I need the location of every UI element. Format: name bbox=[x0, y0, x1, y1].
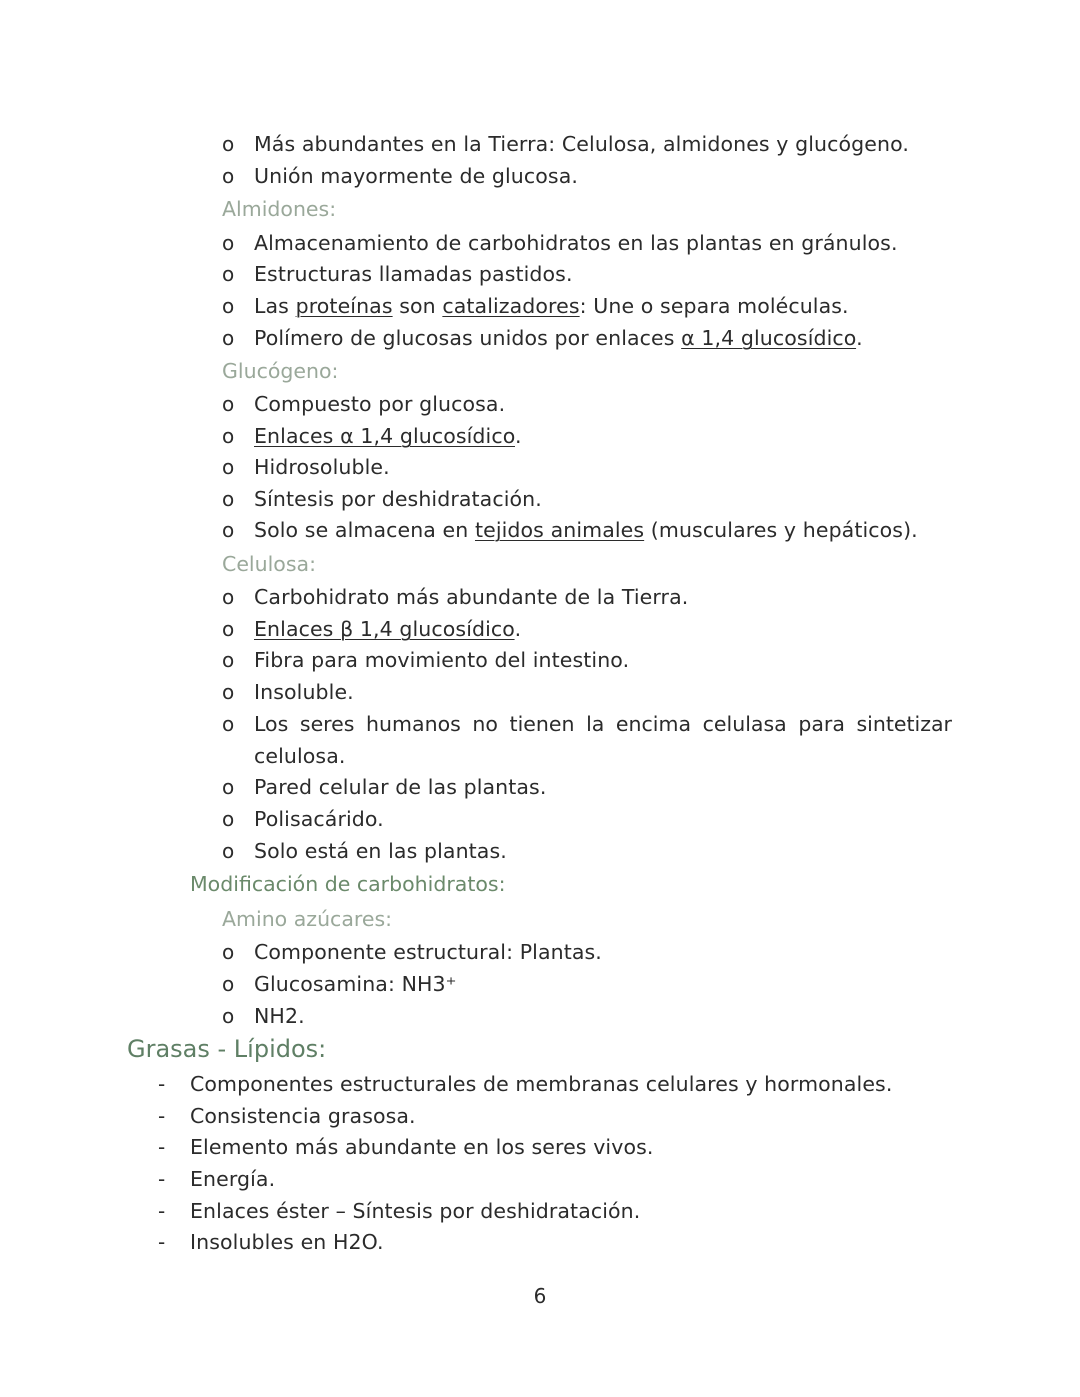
list-item: Estructuras llamadas pastidos. bbox=[254, 262, 573, 286]
subsection-heading-almidones: Almidones: bbox=[222, 197, 337, 221]
subsection-heading-celulosa: Celulosa: bbox=[222, 552, 317, 576]
bullet-marker: o bbox=[222, 164, 235, 188]
list-item: Insoluble. bbox=[254, 680, 354, 704]
list-item bbox=[254, 322, 863, 354]
dash-marker: - bbox=[158, 1072, 166, 1096]
text-run: . bbox=[514, 424, 522, 448]
text-run: Polímero de glucosas unidos por enlaces bbox=[254, 326, 682, 350]
bullet-marker: o bbox=[222, 231, 235, 255]
bullet-marker: o bbox=[222, 455, 235, 479]
bullet-marker: o bbox=[222, 680, 235, 704]
list-item bbox=[254, 420, 522, 452]
text-run: (musculares y hepáticos). bbox=[644, 518, 918, 542]
bullet-marker: o bbox=[222, 392, 235, 416]
bullet-marker: o bbox=[222, 518, 235, 542]
bullet-marker: o bbox=[222, 585, 235, 609]
section-heading-modificacion: Modificación de carbohidratos: bbox=[190, 872, 506, 896]
dash-marker: - bbox=[158, 1104, 166, 1128]
text-run: . bbox=[856, 326, 863, 350]
bullet-marker: o bbox=[222, 424, 235, 448]
list-item: Compuesto por glucosa. bbox=[254, 392, 506, 416]
list-item: Elemento más abundante en los seres vivos. bbox=[190, 1135, 654, 1159]
list-item: Unión mayormente de glucosa. bbox=[254, 164, 578, 188]
bullet-marker: o bbox=[222, 648, 235, 672]
underlined-term: Enlaces α 1,4 glucosídico bbox=[254, 424, 515, 448]
bullet-marker: o bbox=[222, 775, 235, 799]
bullet-marker: o bbox=[222, 1004, 235, 1028]
list-item: Enlaces éster – Síntesis por deshidratación. bbox=[190, 1199, 641, 1223]
text-run: son bbox=[392, 294, 443, 318]
list-item: Carbohidrato más abundante de la Tierra. bbox=[254, 585, 689, 609]
dash-marker: - bbox=[158, 1167, 166, 1191]
text-run: Las bbox=[254, 294, 296, 318]
bullet-marker: o bbox=[222, 294, 235, 318]
bullet-marker: o bbox=[222, 326, 235, 350]
list-item-continuation: celulosa. bbox=[254, 744, 346, 768]
list-item: Los seres humanos no tienen la encima celulasa para sintetizar bbox=[254, 712, 952, 736]
list-item: NH2. bbox=[254, 1004, 305, 1028]
bullet-marker: o bbox=[222, 839, 235, 863]
text-run: Solo se almacena en bbox=[254, 518, 475, 542]
list-item bbox=[254, 613, 521, 645]
list-item: Consistencia grasosa. bbox=[190, 1104, 416, 1128]
list-item: Solo está en las plantas. bbox=[254, 839, 507, 863]
list-item: Pared celular de las plantas. bbox=[254, 775, 547, 799]
list-item: Fibra para movimiento del intestino. bbox=[254, 648, 630, 672]
list-item: Más abundantes en la Tierra: Celulosa, almidones y glucógeno. bbox=[254, 132, 909, 156]
list-item: Hidrosoluble. bbox=[254, 455, 390, 479]
subsection-heading-amino-azucares: Amino azúcares: bbox=[222, 907, 393, 931]
underlined-term: tejidos animales bbox=[474, 518, 645, 542]
dash-marker: - bbox=[158, 1230, 166, 1254]
dash-marker: - bbox=[158, 1135, 166, 1159]
bullet-marker: o bbox=[222, 972, 235, 996]
list-item: Polisacárido. bbox=[254, 807, 384, 831]
dash-marker: - bbox=[158, 1199, 166, 1223]
list-item bbox=[254, 514, 918, 546]
list-item: Síntesis por deshidratación. bbox=[254, 487, 542, 511]
bullet-marker: o bbox=[222, 712, 235, 736]
list-item: Componente estructural: Plantas. bbox=[254, 940, 602, 964]
section-heading-grasas-lipidos: Grasas - Lípidos: bbox=[127, 1035, 327, 1063]
bullet-marker: o bbox=[222, 132, 235, 156]
bullet-marker: o bbox=[222, 487, 235, 511]
bullet-marker: o bbox=[222, 807, 235, 831]
list-item: Almacenamiento de carbohidratos en las plantas en gránulos. bbox=[254, 231, 898, 255]
underlined-term: Enlaces β 1,4 glucosídico bbox=[254, 617, 515, 641]
subsection-heading-glucogeno: Glucógeno: bbox=[222, 359, 339, 383]
underlined-term: α 1,4 glucosídico bbox=[681, 326, 857, 350]
underlined-term: catalizadores bbox=[442, 294, 580, 318]
list-item: Insolubles en H2O. bbox=[190, 1230, 384, 1254]
text-run: . bbox=[514, 617, 522, 641]
list-item: Componentes estructurales de membranas celulares y hormonales. bbox=[190, 1072, 893, 1096]
text-run: : Une o separa moléculas. bbox=[579, 294, 849, 318]
underlined-term: proteínas bbox=[295, 294, 393, 318]
list-item bbox=[254, 290, 849, 322]
page-number: 6 bbox=[533, 1284, 547, 1308]
bullet-marker: o bbox=[222, 262, 235, 286]
bullet-marker: o bbox=[222, 617, 235, 641]
bullet-marker: o bbox=[222, 940, 235, 964]
list-item: Energía. bbox=[190, 1167, 276, 1191]
list-item: Glucosamina: NH3⁺ bbox=[254, 972, 457, 996]
